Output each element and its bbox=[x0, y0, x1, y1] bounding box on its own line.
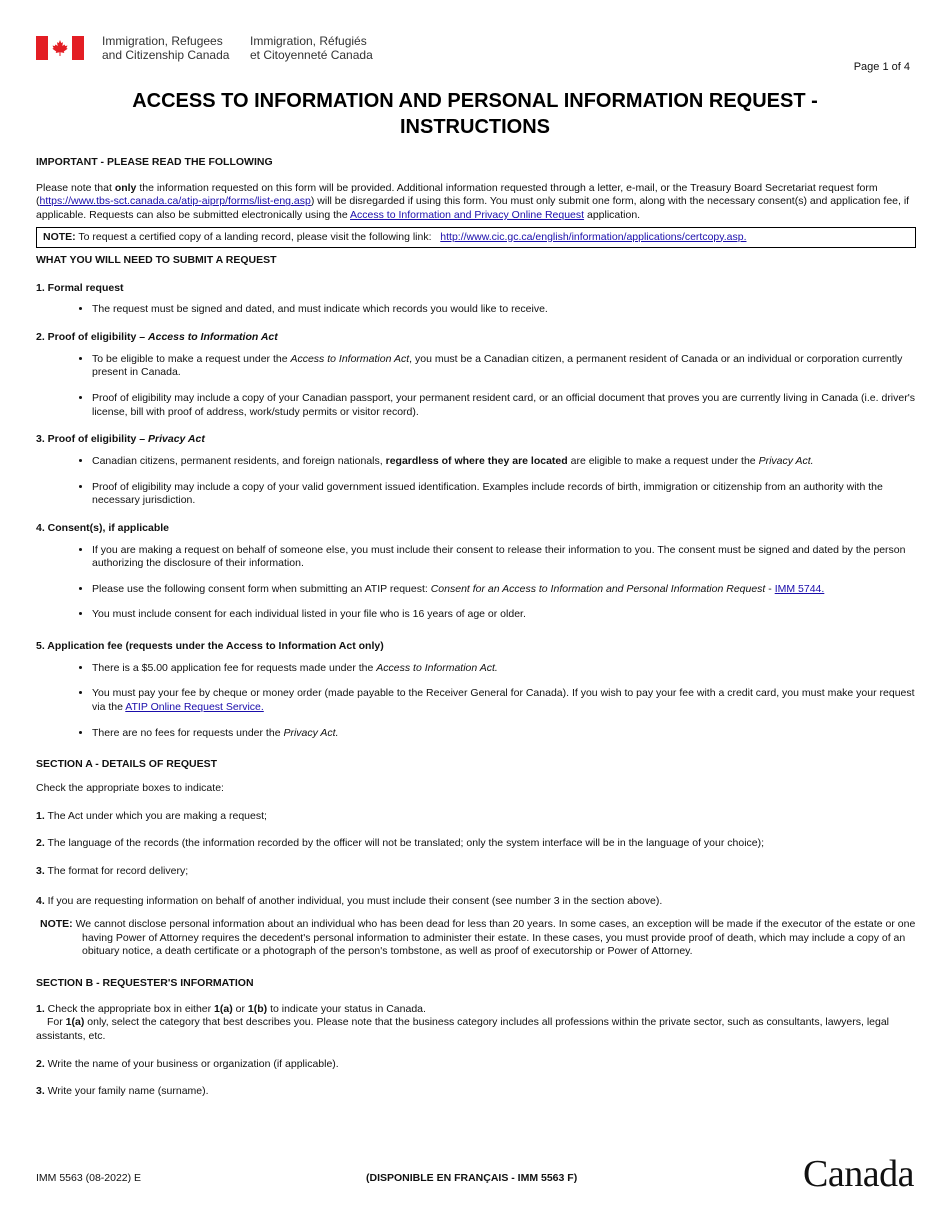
privacy-eligibility-heading: 3. Proof of eligibility – Privacy Act bbox=[36, 433, 205, 446]
list-item: • Proof of eligibility may include a copy of your Canadian passport, your permanent resident card, or an official document that proves you are currently living in Canada (i.e. driver's license, bill with proof of address, work/study permits or visitor record). bbox=[92, 392, 916, 419]
section-a-item-2: 2. The language of the records (the information recorded by the officer will not be translated; only the system interface will be in the language of your choice); bbox=[36, 837, 765, 850]
section-b-item-1: 1. Check the appropriate box in either 1(a) or 1(b) to indicate your status in Canada. For 1(a) only, select the category that best describes you. Please note that the business category includes all professions within the private sector, such as consultants, lawyers, legal assistants, etc. bbox=[36, 1002, 890, 1042]
section-b-item-3: 3. Write your family name (surname). bbox=[36, 1085, 209, 1098]
formal-request-list bbox=[36, 303, 916, 317]
page-number: Page 1 of 4 bbox=[853, 61, 910, 73]
list-item: • If you are making a request on behalf of someone else, you must include their consent to release their information to you. The consent must be signed and dated by the person authorizing the disclosure of their information. bbox=[92, 544, 916, 571]
certified-copy-note: NOTE: To request a certified copy of a landing record, please visit the following link: http://www.cic.gc.ca/english/information/applications/certcopy.asp. bbox=[36, 227, 916, 249]
department-name-english: Immigration, Refugees and Citizenship Canada bbox=[102, 34, 230, 63]
section-a-heading: SECTION A - DETAILS OF REQUEST bbox=[36, 758, 218, 771]
privacy-eligibility-list bbox=[36, 455, 916, 508]
canada-wordmark-logo: Canada bbox=[803, 1153, 914, 1195]
list-item: • Please use the following consent form when submitting an ATIP request: Consent for an Access to Information and Personal Information Request - IMM 5744. bbox=[92, 583, 916, 597]
list-item: • Proof of eligibility may include a copy of your valid government issued identification. Examples include records of birth, immigration or citizenship from an authority with the necessary jurisdiction. bbox=[92, 481, 916, 508]
consent-list bbox=[36, 544, 916, 623]
imm-5744-link[interactable]: IMM 5744. bbox=[774, 582, 825, 595]
list-item: • The request must be signed and dated, and must indicate which records you would like to receive. bbox=[92, 303, 916, 317]
page-title: ACCESS TO INFORMATION AND PERSONAL INFORMATION REQUEST - INSTRUCTIONS bbox=[132, 90, 818, 138]
atip-online-request-link[interactable]: Access to Information and Privacy Online Request bbox=[350, 208, 585, 221]
list-item: • There is a $5.00 application fee for requests made under the Access to Information Act. bbox=[92, 662, 916, 676]
ati-eligibility-list bbox=[36, 353, 916, 420]
consent-heading: 4. Consent(s), if applicable bbox=[36, 521, 170, 534]
tbs-forms-link[interactable]: https://www.tbs-sct.canada.ca/atip-aiprp/forms/list-eng.asp bbox=[39, 195, 311, 208]
french-availability-note: (DISPONIBLE EN FRANÇAIS - IMM 5563 F) bbox=[366, 1172, 578, 1184]
list-item: • You must include consent for each individual listed in your file who is 16 years of age or older. bbox=[92, 608, 916, 622]
list-item: • You must pay your fee by cheque or money order (made payable to the Receiver General for Canada). If you wish to pay your fee with a credit card, you must make your request via the ATIP Online Request Service. bbox=[92, 687, 916, 714]
section-a-item-1: 1. The Act under which you are making a request; bbox=[36, 809, 267, 822]
formal-request-heading: 1. Formal request bbox=[36, 281, 124, 294]
instructions-body bbox=[36, 156, 916, 1099]
list-item: • To be eligible to make a request under the Access to Information Act, you must be a Canadian citizen, a permanent resident of Canada or an individual or corporation currently present in Canada. bbox=[92, 353, 916, 380]
list-item: • There are no fees for requests under the Privacy Act. bbox=[92, 727, 916, 741]
fee-list bbox=[36, 662, 916, 741]
fee-heading: 5. Application fee (requests under the Access to Information Act only) bbox=[36, 640, 384, 653]
form-identifier: IMM 5563 (08-2022) E bbox=[36, 1172, 142, 1184]
atip-online-service-link[interactable]: ATIP Online Request Service. bbox=[125, 701, 264, 714]
section-b-item-2: 2. Write the name of your business or organization (if applicable). bbox=[36, 1057, 339, 1070]
certified-copy-link[interactable]: http://www.cic.gc.ca/english/information/applications/certcopy.asp. bbox=[440, 230, 747, 243]
section-a-note: NOTE: We cannot disclose personal information about an individual who has been dead for less than 20 years. In some cases, an exception will be made if the executor of the estate or one having Power of Attorney requires the decedent's personal information to administer their estate. In these cases, you must provide proof of death, which may include a copy of an obituary notice, a death certificate or a photograph of the person's tombstone, as well as proof of executorship or Power of Attorney. bbox=[40, 918, 916, 958]
ati-eligibility-heading: 2. Proof of eligibility – Access to Information Act bbox=[36, 331, 278, 344]
canada-flag-icon bbox=[36, 36, 84, 60]
submit-heading: WHAT YOU WILL NEED TO SUBMIT A REQUEST bbox=[36, 254, 277, 267]
section-a-intro: Check the appropriate boxes to indicate: bbox=[36, 781, 224, 794]
section-a-item-3: 3. The format for record delivery; bbox=[36, 864, 189, 877]
department-name-french: Immigration, Réfugiés et Citoyenneté Canada bbox=[250, 34, 373, 63]
section-b-heading: SECTION B - REQUESTER'S INFORMATION bbox=[36, 977, 254, 990]
list-item: • Canadian citizens, permanent residents, and foreign nationals, regardless of where they are located are eligible to make a request under the Privacy Act. bbox=[92, 455, 916, 469]
important-heading: IMPORTANT - PLEASE READ THE FOLLOWING bbox=[36, 156, 273, 168]
important-paragraph: Please note that only the information requested on this form will be provided. Additional information requested through a letter, e-mail, or the Treasury Board Secretariat request form (https://www.tbs-sct.canada.ca/atip-aiprp/forms/list-eng.asp) will be disregarded if using this form. You must only submit one form, along with the necessary consent(s) and application fee, if applicable. Requests can also be submitted electronically using the Access to Information and Privacy Online Request application. bbox=[36, 181, 910, 221]
section-a-item-4: 4. If you are requesting information on behalf of another individual, you must include their consent (see number 3 in the section above). bbox=[36, 894, 663, 907]
